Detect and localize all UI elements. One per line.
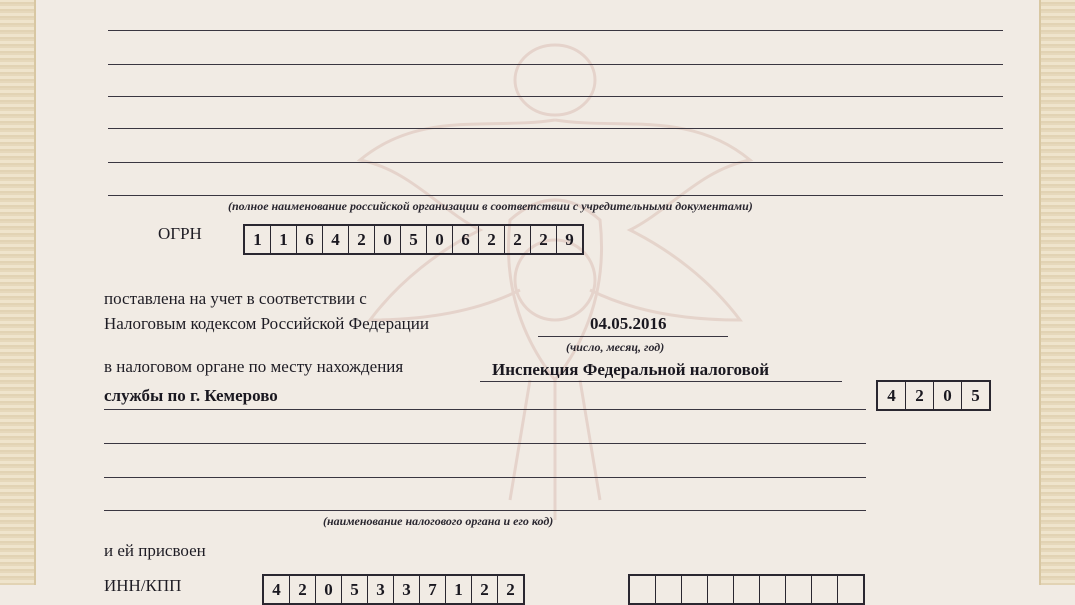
ogrn-digit: 9 xyxy=(565,229,574,249)
emblem-watermark xyxy=(330,20,780,540)
kpp-digit xyxy=(838,576,863,603)
authority-code-digit: 2 xyxy=(906,382,934,409)
inn-digit: 2 xyxy=(472,576,498,603)
inn-digit: 7 xyxy=(420,576,446,603)
inn-digit: 2 xyxy=(290,576,316,603)
registration-date: 04.05.2016 xyxy=(590,314,667,333)
kpp-cells xyxy=(628,574,865,605)
ogrn-digit: 4 xyxy=(323,226,349,253)
authority-code-digit: 4 xyxy=(878,382,906,409)
authority-underline-3 xyxy=(104,443,866,444)
authority-underline-1 xyxy=(480,381,842,382)
kpp-digit xyxy=(734,576,760,603)
authority-underline-5 xyxy=(104,510,866,511)
registration-line-1: поставлена на учет в соответствии с xyxy=(104,289,367,308)
registration-line-2: Налоговым кодексом Российской Федерации xyxy=(104,314,429,333)
org-name-line-6 xyxy=(108,195,1003,196)
ogrn-digit: 2 xyxy=(349,226,375,253)
ornamental-border-right xyxy=(1039,0,1075,585)
authority-underline-4 xyxy=(104,477,866,478)
inn-kpp-label: ИНН/КПП xyxy=(104,576,182,595)
ogrn-digit: 0 xyxy=(375,226,401,253)
tax-authority-caption: (наименование налогового органа и его код) xyxy=(323,514,554,528)
date-caption: (число, месяц, год) xyxy=(566,340,665,354)
inn-digit: 1 xyxy=(446,576,472,603)
inn-digit: 2 xyxy=(506,579,515,599)
date-underline xyxy=(538,336,728,337)
inn-digit: 4 xyxy=(264,576,290,603)
inn-digit: 0 xyxy=(316,576,342,603)
kpp-digit xyxy=(682,576,708,603)
ogrn-cells xyxy=(243,224,584,255)
org-name-line-3 xyxy=(108,96,1003,97)
kpp-digit xyxy=(708,576,734,603)
kpp-digit xyxy=(786,576,812,603)
kpp-digit xyxy=(630,576,656,603)
inn-digit: 5 xyxy=(342,576,368,603)
authority-name-part2: службы по г. Кемерово xyxy=(104,386,278,405)
ogrn-label: ОГРН xyxy=(158,224,202,243)
ornamental-border-left xyxy=(0,0,36,585)
ogrn-digit: 6 xyxy=(297,226,323,253)
inn-digit: 3 xyxy=(394,576,420,603)
authority-code-digit: 5 xyxy=(971,385,980,405)
ogrn-digit: 1 xyxy=(245,226,271,253)
ogrn-digit: 2 xyxy=(531,226,557,253)
authority-code-digit: 0 xyxy=(934,382,962,409)
org-name-line-2 xyxy=(108,64,1003,65)
kpp-digit xyxy=(760,576,786,603)
org-name-line-1 xyxy=(108,30,1003,31)
org-name-line-4 xyxy=(108,128,1003,129)
kpp-digit xyxy=(656,576,682,603)
location-label: в налоговом органе по месту нахождения xyxy=(104,357,404,376)
authority-name-part1: Инспекция Федеральной налоговой xyxy=(492,360,769,379)
org-name-line-5 xyxy=(108,162,1003,163)
authority-underline-2 xyxy=(104,409,866,410)
ogrn-digit: 2 xyxy=(505,226,531,253)
ogrn-digit: 2 xyxy=(479,226,505,253)
ogrn-digit: 1 xyxy=(271,226,297,253)
inn-cells xyxy=(262,574,525,605)
ogrn-digit: 0 xyxy=(427,226,453,253)
assigned-label: и ей присвоен xyxy=(104,541,206,560)
ogrn-digit: 5 xyxy=(401,226,427,253)
kpp-digit xyxy=(812,576,838,603)
authority-code-cells xyxy=(876,380,991,411)
inn-digit: 3 xyxy=(368,576,394,603)
org-name-caption: (полное наименование российской организации в соответствии с учредительными документами) xyxy=(228,199,753,213)
ogrn-digit: 6 xyxy=(453,226,479,253)
